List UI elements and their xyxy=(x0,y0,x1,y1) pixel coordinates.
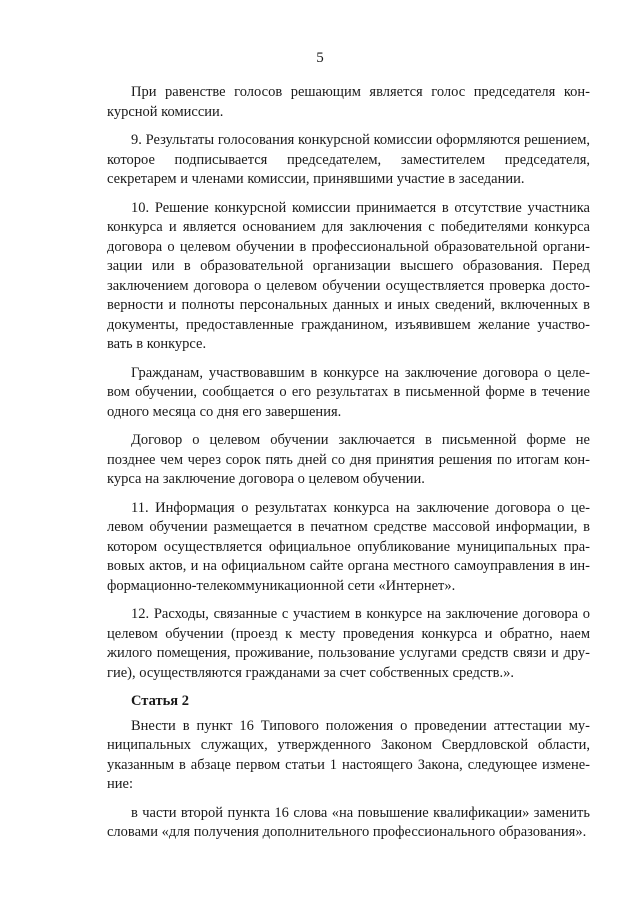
document-body xyxy=(107,83,590,852)
paragraph-notification: Гражданам, участвовавшим в конкурсе на заключение договора о целевом обучении, сообщается о его результатах в письменной форме в течение одного месяца со дня его завершения. xyxy=(107,364,590,420)
page-number: 5 xyxy=(316,50,324,66)
paragraph-contract: Договор о целевом обучении заключается в письменной форме не позднее чем через сорок пять дней со дня принятия решения по итогам конкурса на заключение договора о целевом обучении. xyxy=(107,432,590,487)
paragraph-article-2-change: в части второй пункта 16 слова «на повышение квалификации» заменить словами «для получения дополнительного профессионального образования». xyxy=(107,804,590,840)
article-heading: Статья 2 xyxy=(131,693,189,709)
paragraph-item-10: 10. Решение конкурсной комиссии принимается в отсутствие участника конкурса и является основанием для заключения с победителями конкурса договора о целевом обучении в профессиональной образовательной организации или в образовательной организации высшего образования. Перед заключением договора о целевом обучении осуществляется проверка достоверности и полноты персональных данных и иных сведений, включенных в документы, предоставленные гражданином, изъявившем желание участвовать в конкурсе. xyxy=(107,199,590,352)
paragraph-item-12: 12. Расходы, связанные с участием в конкурсе на заключение договора о целевом обучении (проезд к месту проведения конкурса и обратно, наем жилого помещения, проживание, пользование услугами средств связи и другие), осуществляются гражданами за счет собственных средств.». xyxy=(107,606,590,681)
paragraph-article-2-amend: Внести в пункт 16 Типового положения о проведении аттестации муниципальных служащих, утвержденного Законом Свердловской области, указанным в абзаце первом статьи 1 настоящего Закона, следующее изменение: xyxy=(107,717,590,792)
paragraph-item-9: 9. Результаты голосования конкурсной комиссии оформляются решением, которое подписывается председателем, заместителем председателя, секретарем и членами комиссии, принявшими участие в заседании. xyxy=(107,132,590,187)
paragraph-item-11: 11. Информация о результатах конкурса на заключение договора о целевом обучении размещается в печатном средстве массовой информации, в котором осуществляется официальное опубликование муниципальных правовых актов, и на официальном сайте органа местного самоуправления в информационно-телекоммуникационной сети «Интернет». xyxy=(107,499,590,594)
paragraph-tie-vote: При равенстве голосов решающим является голос председателя конкурсной комиссии. xyxy=(107,84,590,120)
